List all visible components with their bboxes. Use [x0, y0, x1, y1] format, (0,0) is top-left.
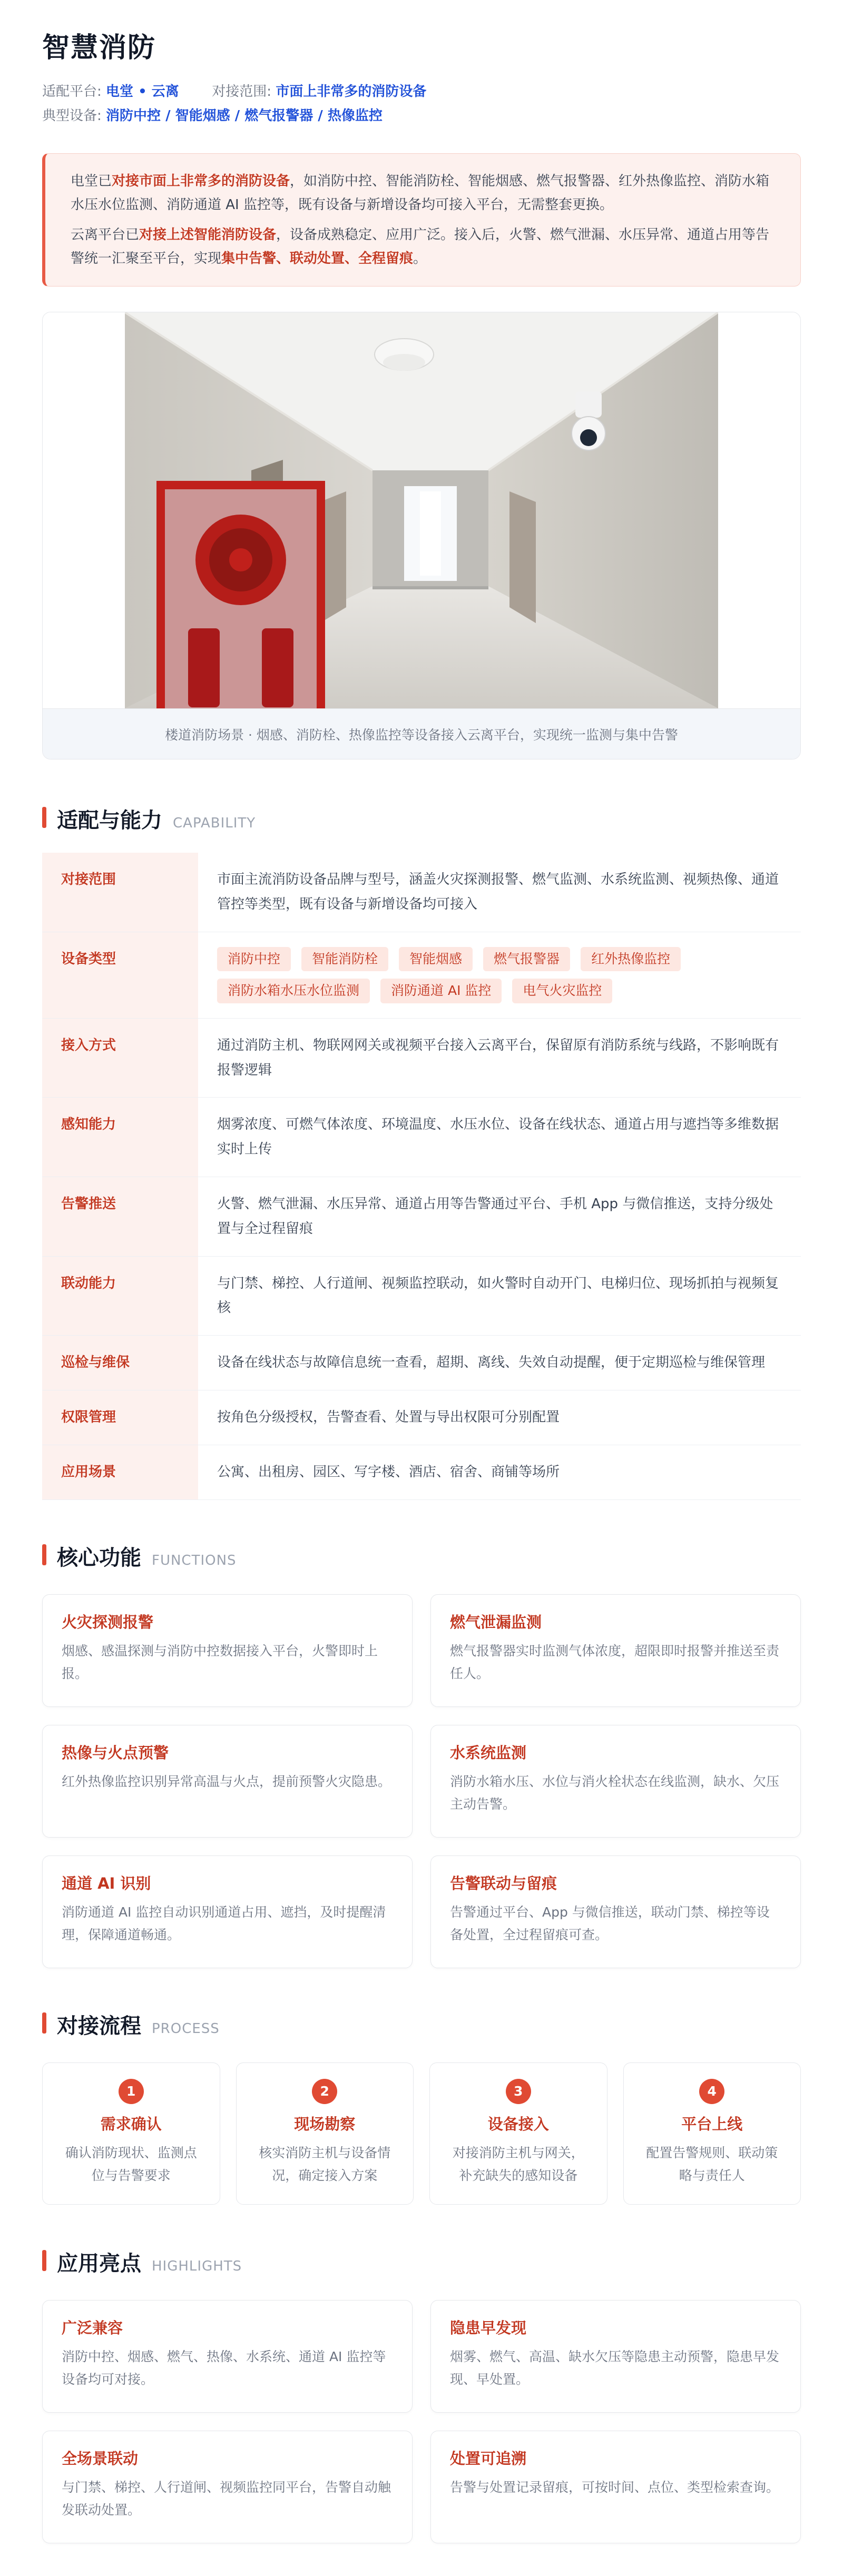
row-key: 权限管理 [42, 1390, 198, 1445]
row-key: 接入方式 [42, 1018, 198, 1098]
highlights-grid [42, 2300, 801, 2543]
card-title: 处置可追溯 [450, 2449, 527, 2468]
device-tag: 红外热像监控 [581, 947, 681, 972]
meta-info [42, 80, 801, 128]
row-value: 通过消防主机、物联网网关或视频平台接入云离平台，保留原有消防系统与线路，不影响既有报警逻辑 [198, 1018, 801, 1098]
row-value: 与门禁、梯控、人行道闸、视频监控联动，如火警时自动开门、电梯归位、现场抓拍与视频复核 [198, 1256, 801, 1336]
platform-value: 电堂 • 云离 [106, 84, 179, 100]
notice-text: ，设备成熟稳定、应用广泛。接入后，火警、燃气泄漏、水压异常、通道占用等告警统一汇聚至平台，实现 [71, 226, 770, 267]
function-card [430, 1725, 801, 1838]
section-header-highlights [42, 2247, 801, 2277]
notice-text: 云离平台已 [71, 226, 140, 243]
row-key: 巡检与维保 [42, 1336, 198, 1390]
scope-value: 市面上非常多的消防设备 [276, 84, 427, 100]
process-step [429, 2062, 607, 2205]
device-tag: 智能消防栓 [301, 947, 388, 972]
row-value: 烟雾浓度、可燃气体浓度、环境温度、水压水位、设备在线状态、通道占用与遮挡等多维数据实时上传 [198, 1098, 801, 1177]
table-row [42, 1445, 801, 1499]
table-row [42, 1177, 801, 1257]
corridor-photo [125, 312, 718, 708]
process-step [42, 2062, 220, 2205]
photo-caption: 楼道消防场景 · 烟感、消防栓、热像监控等设备接入云离平台，实现统一监测与集中告警 [43, 708, 800, 759]
notice-text: 。 [413, 250, 427, 267]
card-desc: 消防中控、烟感、燃气、热像、水系统、通道 AI 监控等设备均可对接。 [62, 2348, 386, 2387]
row-value: 公寓、出租房、园区、写字楼、酒店、宿舍、商铺等场所 [198, 1445, 801, 1499]
card-desc: 消防水箱水压、水位与消火栓状态在线监测，缺水、欠压主动告警。 [450, 1773, 780, 1812]
photo-card [42, 312, 801, 759]
row-key: 对接范围 [42, 853, 198, 932]
device-tag: 消防水箱水压水位监测 [217, 979, 370, 1003]
table-row [42, 1390, 801, 1445]
row-value-tags [198, 932, 801, 1018]
section-title: 应用亮点 [57, 2251, 141, 2276]
row-key: 应用场景 [42, 1445, 198, 1499]
notice-box [42, 153, 801, 287]
notice-highlight: 集中告警、联动处置、全程留痕 [221, 250, 414, 267]
section-subtitle: FUNCTIONS [152, 1552, 237, 1568]
device-tag: 智能烟感 [399, 947, 473, 972]
card-desc: 与门禁、梯控、人行道闸、视频监控同平台，告警自动触发联动处置。 [62, 2479, 391, 2518]
notice-highlight: 对接上述智能消防设备 [139, 226, 277, 243]
notice-paragraph-1 [71, 170, 777, 216]
functions-grid [42, 1594, 801, 1968]
card-desc: 烟雾、燃气、高温、缺水欠压等隐患主动预警，隐患早发现、早处置。 [450, 2348, 780, 2387]
card-desc: 告警与处置记录留痕，可按时间、点位、类型检索查询。 [450, 2479, 780, 2495]
notice-text: ，如消防中控、智能消防栓、智能烟感、燃气报警器、红外热像监控、消防水箱水压水位监测、消防通道 AI 监控等，既有设备与新增设备均可接入平台，无需整套更换。 [71, 173, 770, 213]
device-tag: 燃气报警器 [483, 947, 570, 972]
section-header-functions [42, 1541, 801, 1571]
row-value: 市面主流消防设备品牌与型号，涵盖火灾探测报警、燃气监测、水系统监测、视频热像、通道管控等类型，既有设备与新增设备均可接入 [198, 853, 801, 932]
step-desc: 对接消防主机与网关，补充缺失的感知设备 [452, 2145, 584, 2183]
function-card [42, 1594, 413, 1707]
step-number: 1 [119, 2079, 144, 2104]
highlight-card [430, 2300, 801, 2413]
step-title: 需求确认 [100, 2115, 162, 2133]
step-desc: 配置告警规则、联动策略与责任人 [646, 2145, 778, 2183]
section-header-capability [42, 804, 801, 834]
row-key: 设备类型 [42, 932, 198, 1018]
notice-paragraph-2 [71, 223, 777, 270]
section-subtitle: CAPABILITY [173, 815, 256, 832]
process-step [236, 2062, 414, 2205]
types-value: 消防中控 / 智能烟感 / 燃气报警器 / 热像监控 [106, 107, 383, 124]
step-number: 3 [506, 2079, 531, 2104]
row-key: 告警推送 [42, 1177, 198, 1257]
step-desc: 核实消防主机与设备情况，确定接入方案 [259, 2145, 391, 2183]
process-step [623, 2062, 801, 2205]
card-title: 热像与火点预警 [62, 1743, 169, 1762]
table-row [42, 932, 801, 1018]
meta-line-1 [42, 80, 801, 104]
card-desc: 告警通过平台、App 与微信推送，联动门禁、梯控等设备处置，全过程留痕可查。 [450, 1904, 770, 1942]
function-card [430, 1855, 801, 1968]
highlight-card [42, 2300, 413, 2413]
table-row [42, 1098, 801, 1177]
step-desc: 确认消防现状、监测点位与告警要求 [65, 2145, 197, 2183]
card-desc: 燃气报警器实时监测气体浓度，超限即时报警并推送至责任人。 [450, 1643, 780, 1681]
table-row [42, 1256, 801, 1336]
step-number: 4 [699, 2079, 724, 2104]
function-card [430, 1594, 801, 1707]
row-key: 感知能力 [42, 1098, 198, 1177]
device-tag: 消防通道 AI 监控 [380, 979, 502, 1003]
section-title: 核心功能 [57, 1545, 141, 1570]
step-title: 设备接入 [487, 2115, 549, 2133]
card-desc: 红外热像监控识别异常高温与火点，提前预警火灾隐患。 [62, 1773, 391, 1789]
types-label: 典型设备: [42, 107, 102, 124]
function-card [42, 1725, 413, 1838]
notice-highlight: 对接市面上非常多的消防设备 [112, 173, 290, 190]
card-title: 通道 AI 识别 [62, 1874, 151, 1892]
card-title: 告警联动与留痕 [450, 1874, 557, 1892]
row-value: 火警、燃气泄漏、水压异常、通道占用等告警通过平台、手机 App 与微信推送，支持分级处置与全过程留痕 [198, 1177, 801, 1257]
table-row [42, 853, 801, 932]
card-title: 燃气泄漏监测 [450, 1613, 542, 1631]
row-value: 设备在线状态与故障信息统一查看，超期、离线、失效自动提醒，便于定期巡检与维保管理 [198, 1336, 801, 1390]
row-key: 联动能力 [42, 1256, 198, 1336]
card-title: 全场景联动 [62, 2449, 139, 2468]
function-card [42, 1855, 413, 1968]
card-desc: 消防通道 AI 监控自动识别通道占用、遮挡，及时提醒清理，保障通道畅通。 [62, 1904, 386, 1942]
section-subtitle: HIGHLIGHTS [152, 2258, 242, 2274]
card-desc: 烟感、感温探测与消防中控数据接入平台，火警即时上报。 [62, 1643, 378, 1681]
device-tag: 消防中控 [217, 947, 291, 972]
device-tag: 电气火灾监控 [512, 979, 612, 1003]
notice-text: 电堂已 [71, 173, 112, 190]
section-subtitle: PROCESS [152, 2020, 220, 2037]
table-row [42, 1018, 801, 1098]
capability-table [42, 853, 801, 1499]
step-number: 2 [312, 2079, 337, 2104]
platform-label: 适配平台: [42, 84, 102, 100]
table-row [42, 1336, 801, 1390]
section-header-process [42, 2009, 801, 2039]
meta-line-2 [42, 104, 801, 129]
step-title: 平台上线 [681, 2115, 743, 2133]
highlight-card [42, 2431, 413, 2543]
step-title: 现场勘察 [294, 2115, 356, 2133]
highlight-card [430, 2431, 801, 2543]
card-title: 广泛兼容 [62, 2318, 123, 2337]
process-steps [42, 2062, 801, 2205]
page-title: 智慧消防 [42, 32, 156, 64]
row-value: 按角色分级授权，告警查看、处置与导出权限可分别配置 [198, 1390, 801, 1445]
card-title: 火灾探测报警 [62, 1613, 154, 1631]
section-title: 适配与能力 [57, 808, 162, 833]
card-title: 隐患早发现 [450, 2318, 527, 2337]
scope-label: 对接范围: [212, 84, 272, 100]
card-title: 水系统监测 [450, 1743, 527, 1762]
section-title: 对接流程 [57, 2014, 141, 2038]
